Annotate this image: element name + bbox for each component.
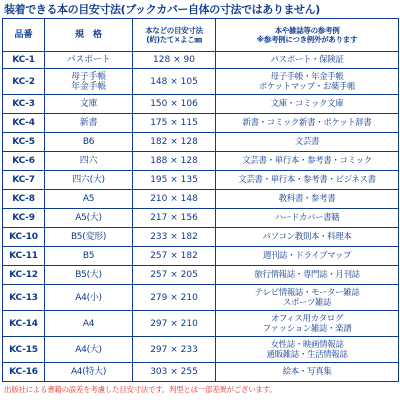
dimensions-cell: 210 × 148 <box>133 190 216 209</box>
table-row <box>3 337 399 363</box>
header-reference <box>216 19 399 52</box>
product-code-cell: KC-14 <box>3 311 45 337</box>
reference-line: オフィス用カタログ <box>271 313 343 324</box>
reference-cell <box>216 363 399 382</box>
header-dimensions-line2: (約)たて×よこ㎜ <box>146 35 202 44</box>
spec-line: A5(大) <box>75 213 102 223</box>
dimensions-cell: 303 × 255 <box>133 363 216 382</box>
table-row <box>3 190 399 209</box>
spec-line: B5(大) <box>75 270 102 280</box>
product-code-cell: KC-3 <box>3 95 45 114</box>
reference-cell <box>216 209 399 228</box>
dimensions-cell: 297 × 233 <box>133 337 216 363</box>
dimensions-cell: 148 × 105 <box>133 69 216 95</box>
reference-line: テレビ情報誌・モーター雑誌 <box>254 287 360 298</box>
spec-line: 四六 <box>79 156 98 166</box>
product-code-cell: KC-12 <box>3 266 45 285</box>
spec-cell <box>45 171 133 190</box>
table-row <box>3 69 399 95</box>
header-reference-line2: ※参考例につき例外があります <box>256 35 358 44</box>
dimensions-cell: 279 × 210 <box>133 285 216 311</box>
table-row <box>3 114 399 133</box>
spec-cell <box>45 52 133 69</box>
spec-line: 母子手帳 <box>71 71 106 82</box>
reference-line: 新書・コミック新書・ポケット辞書 <box>242 118 372 128</box>
spec-line: 新書 <box>79 118 98 128</box>
reference-cell <box>216 133 399 152</box>
spec-line: B5 <box>82 251 95 261</box>
product-code-cell: KC-10 <box>3 228 45 247</box>
product-code-cell: KC-5 <box>3 133 45 152</box>
spec-line: 年金手帳 <box>71 81 106 92</box>
product-code-cell: KC-7 <box>3 171 45 190</box>
reference-cell <box>216 190 399 209</box>
reference-line: 絵本・写真集 <box>282 367 332 377</box>
reference-cell <box>216 311 399 337</box>
reference-line: パスポート・保険証 <box>270 55 344 65</box>
reference-line: ハードカバー書籍 <box>274 213 340 223</box>
page-title: 装着できる本の目安寸法(ブックカバー自体の寸法ではありません) <box>4 3 320 16</box>
spec-line: 文庫 <box>79 99 98 109</box>
spec-cell <box>45 311 133 337</box>
spec-cell <box>45 285 133 311</box>
product-code-cell: KC-15 <box>3 337 45 363</box>
reference-line: スポーツ雑誌 <box>282 297 332 308</box>
spec-line: パスポート <box>66 55 111 65</box>
table-body <box>3 52 399 382</box>
dimensions-cell: 297 × 210 <box>133 311 216 337</box>
spec-cell <box>45 363 133 382</box>
reference-cell <box>216 52 399 69</box>
spec-line: A4(小) <box>75 292 102 303</box>
reference-cell <box>216 114 399 133</box>
spec-cell <box>45 69 133 95</box>
product-code-cell: KC-6 <box>3 152 45 171</box>
table-row <box>3 133 399 152</box>
reference-cell <box>216 69 399 95</box>
table-row <box>3 363 399 382</box>
product-code-cell: KC-2 <box>3 69 45 95</box>
table-row <box>3 266 399 285</box>
spec-line: A5 <box>82 194 95 204</box>
product-code-cell: KC-11 <box>3 247 45 266</box>
table-row <box>3 95 399 114</box>
dimensions-cell: 233 × 182 <box>133 228 216 247</box>
dimensions-cell: 195 × 135 <box>133 171 216 190</box>
dimensions-cell: 217 × 156 <box>133 209 216 228</box>
reference-line: 文芸書・単行本・参考書・コミック <box>242 156 372 166</box>
spec-cell <box>45 228 133 247</box>
product-code-cell: KC-8 <box>3 190 45 209</box>
table-row <box>3 209 399 228</box>
reference-line: 文芸書・単行本・参考書・ビジネス書 <box>238 175 376 185</box>
reference-line: ポケットマップ・お薬手帳 <box>258 81 356 92</box>
table-row <box>3 52 399 69</box>
spec-cell <box>45 152 133 171</box>
spec-line: A4(大) <box>75 344 102 355</box>
product-code-cell: KC-1 <box>3 52 45 69</box>
spec-cell <box>45 190 133 209</box>
header-row <box>3 19 399 52</box>
reference-cell <box>216 266 399 285</box>
spec-cell <box>45 114 133 133</box>
spec-line: A4 <box>82 318 95 329</box>
reference-line: パソコン教則本・料理本 <box>262 232 352 242</box>
reference-line: 旅行情報誌・専門誌・月刊誌 <box>254 270 360 280</box>
reference-cell <box>216 228 399 247</box>
table-row <box>3 171 399 190</box>
reference-line: 通販雑誌・生活情報誌 <box>266 349 348 360</box>
size-table <box>2 18 399 382</box>
header-dimensions-line1: 本などの目安寸法 <box>145 25 203 35</box>
table-row <box>3 228 399 247</box>
spec-cell <box>45 247 133 266</box>
spec-cell <box>45 266 133 285</box>
reference-line: 文庫・コミック文庫 <box>270 99 344 109</box>
reference-cell <box>216 247 399 266</box>
spec-cell <box>45 133 133 152</box>
reference-line: 週刊誌・ドライブマップ <box>262 251 352 261</box>
table-row <box>3 247 399 266</box>
reference-cell <box>216 152 399 171</box>
reference-line: 母子手帳・年金手帳 <box>270 71 344 82</box>
product-code-cell: KC-16 <box>3 363 45 382</box>
reference-cell <box>216 337 399 363</box>
reference-cell <box>216 171 399 190</box>
header-dimensions <box>133 19 216 52</box>
header-reference-line1: 本や雑誌等の参考例 <box>274 25 340 35</box>
table-row <box>3 311 399 337</box>
spec-cell <box>45 209 133 228</box>
reference-cell <box>216 95 399 114</box>
reference-cell <box>216 285 399 311</box>
table-row <box>3 152 399 171</box>
spec-line: B5(変形) <box>70 232 107 242</box>
spec-line: A4(特大) <box>70 367 107 377</box>
product-code-cell: KC-13 <box>3 285 45 311</box>
dimensions-cell: 257 × 182 <box>133 247 216 266</box>
dimensions-cell: 150 × 106 <box>133 95 216 114</box>
reference-line: 教科書・参考書 <box>278 194 336 204</box>
table-row <box>3 285 399 311</box>
header-code: 品番 <box>3 19 45 52</box>
dimensions-cell: 188 × 128 <box>133 152 216 171</box>
spec-cell <box>45 95 133 114</box>
dimensions-cell: 182 × 128 <box>133 133 216 152</box>
header-spec: 規 格 <box>45 19 133 52</box>
dimensions-cell: 257 × 205 <box>133 266 216 285</box>
product-code-cell: KC-9 <box>3 209 45 228</box>
dimensions-cell: 128 × 90 <box>133 52 216 69</box>
spec-line: B6 <box>82 137 95 147</box>
dimensions-cell: 175 × 115 <box>133 114 216 133</box>
spec-cell <box>45 337 133 363</box>
footer-note: 出版社による書籍の誤差を考慮した目安寸法です。判型とは一部差異がございます。 <box>4 385 277 394</box>
product-code-cell: KC-4 <box>3 114 45 133</box>
reference-line: ファッション雑誌・楽譜 <box>262 323 352 334</box>
reference-line: 文芸書 <box>294 137 320 147</box>
reference-line: 女性誌・映画情報誌 <box>270 339 344 350</box>
spec-line: 四六(大) <box>72 175 105 185</box>
